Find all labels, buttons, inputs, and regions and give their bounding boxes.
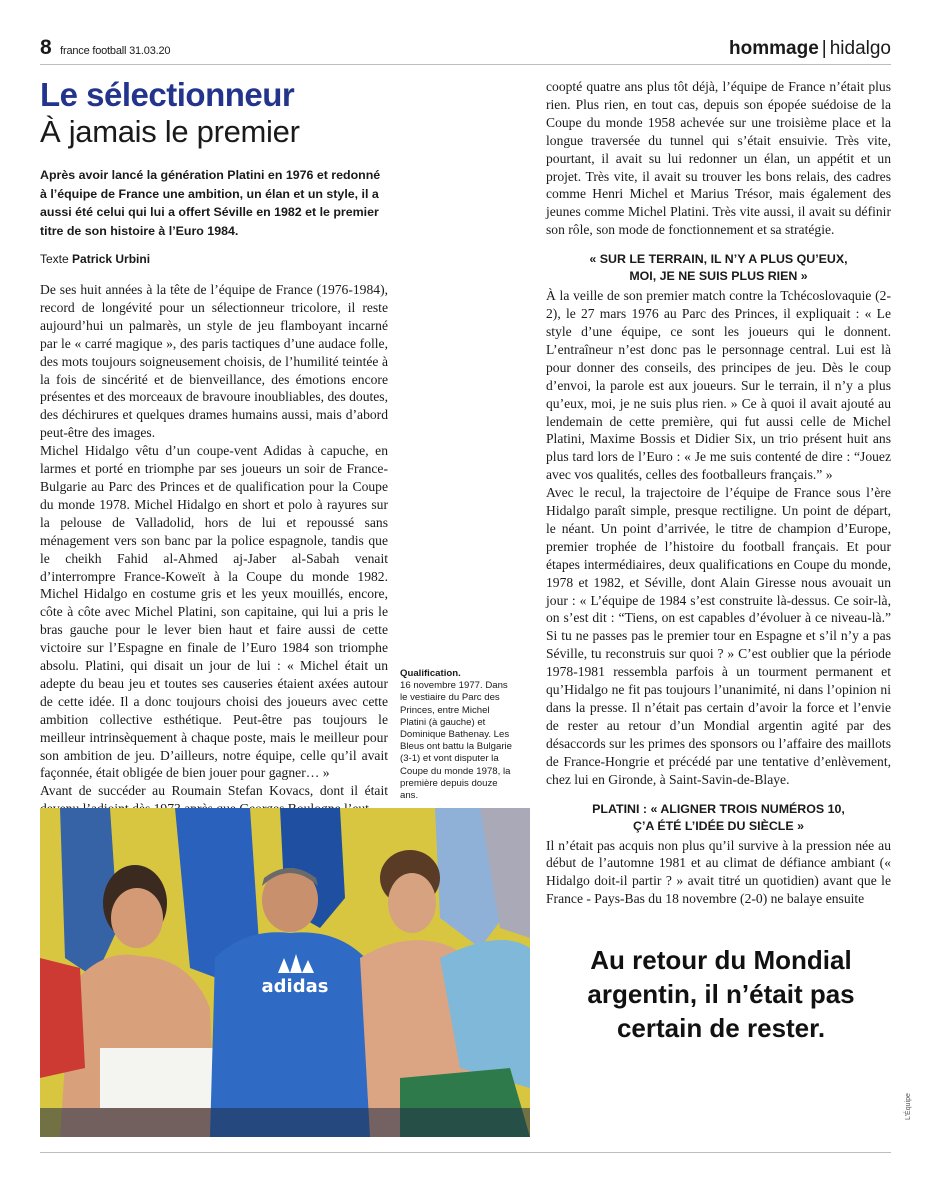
caption-title: Qualification.: [400, 668, 461, 679]
publication-date: france football 31.03.20: [60, 45, 171, 57]
intertitle-line: « SUR LE TERRAIN, IL N’Y A PLUS QU’EUX,: [589, 252, 848, 267]
intertitle-line: MOI, JE NE SUIS PLUS RIEN »: [629, 269, 808, 284]
title-block: [40, 76, 388, 150]
shirt-logo: adidas: [261, 976, 329, 997]
rubric: hommage: [729, 38, 819, 59]
locker-room-photo: [40, 808, 530, 1137]
intertitle-line: PLATINI : « ALIGNER TROIS NUMÉROS 10,: [592, 801, 845, 816]
paragraph: De ses huit années à la tête de l’équipe de France (1976-1984), record de longévité pour un sélectionneur tricolore, il reste aujourd’hui un palmarès, un style de jeu flamboyant incarné par le « carré magique », des paris tactiques d’une audace folle, des mots toujours soigneusement choisis, de l’humilité teintée à la fois de sincérité et de bienveillance, des émotions encore présentes et des morceaux de bravoure inoubliables, des doutes, des déchirures et quelques drames humains aussi, mais d’abord peut-être des images.: [40, 282, 388, 441]
rubric-separator: |: [821, 38, 827, 59]
paragraph: Michel Hidalgo vêtu d’un coupe-vent Adidas à capuche, en larmes et porté en triomphe par ses joueurs un soir de France-Bulgarie au Parc des Princes et de qualification pour la Coupe du monde 1978. Michel Hidalgo en short et polo à rayures sur la pelouse de Valladolid, hors de lui et repoussé sans ménagement vers son banc par la police espagnole, tandis que le cheikh Fahid al-Ahmed aj-Jaber al-Sabah venait d’interrompre France-Koweït à la Coupe du monde 1982. Michel Hidalgo en costume gris et les yeux mouillés, encore, côte à côte avec Michel Platini, son capitaine, qui lui a pris le bras gauche pour le lever bien haut et faire aussi de cette victoire sur l’Espagne en finale de l’Euro 1984 son triomphe absolu. Platini, qui disait un jour de lui : « Michel était un adepte du beau jeu et toutes ses causeries étaient axées autour de cette idée. Il a donc toujours choisi des joueurs avec cette ambition collective esthétique. Peut-être pas toujours le meilleur intrinsèquement à chaque poste, mais le meilleur pour son ambition de jeu. D’ailleurs, notre équipe, celle qu’il avait façonnée, était obligée de bien jouer pour gagner… »: [40, 443, 388, 781]
photo-credit: L’Équipe: [905, 1093, 912, 1120]
photo-illustration: [40, 808, 530, 1137]
article-standfirst: Après avoir lancé la génération Platini en 1976 et redonné à l’équipe de France une ambition, un élan et un style, il a aussi été celui qui lui a offert Séville en 1982 et le premier titre de son histoire à l’Euro 1984.: [40, 168, 381, 238]
section-label: [729, 38, 891, 60]
byline-author: Patrick Urbini: [72, 252, 151, 266]
header-rule: [40, 64, 891, 65]
paragraph: Avant de succéder au Roumain Stefan Kovacs, dont il était: [40, 783, 388, 799]
byline-prefix: Texte: [40, 252, 69, 266]
body-column-right: [546, 78, 891, 908]
caption-text: 16 novembre 1977. Dans le vestiaire du Parc des Princes, entre Michel Platini (à gauche) et Dominique Bathenay. Les Bleus ont battu la Bulgarie (3-1) et vont disputer la Coupe du monde 1978, la première depuis douze ans.: [400, 680, 513, 802]
article-kicker: Le sélectionneur: [40, 76, 295, 113]
paragraph: Avec le recul, la trajectoire de l’équipe de France sous l’ère Hidalgo paraît simple, presque rectiligne. Un point de départ, le néant. Un point d’arrivée, le titre de champion d’Europe, premier trophée de l’histoire du football français. Et pour étapes intermédiaires, deux qualifications en Coupe du monde, 1978 et 1982, et Séville, dont Alain Giresse nous avouait un jour : « L’équipe de 1984 s’est construite là-dessus. Ce soir-là, on s’est dit : “Tiens, on est capables d’évoluer à ce niveau-là.” Si tu ne passes pas le premier tour en Espagne et s’il n’y a pas Séville, tu reconstruis sur quoi ? » C’est oublier que la période 1978-1981 ressembla parfois à un tourment permanent et qu’Hidalgo ne fit pas toujours l’unanimité, ni dans l’opinion ni dans la presse. Il n’était pas certain d’avoir la force et l’envie de rester au retour d’un Mondial argentin agité par des désaccords sur les primes des sponsors ou l’affaire des maillots de France-Hongrie et précédé par une tentative d’enlèvement, chez lui en Gironde, à Saint-Savin-de-Blaye.: [546, 485, 891, 787]
intertitle-line: Ç’A ÉTÉ L’IDÉE DU SIÈCLE »: [633, 818, 804, 833]
article-title: À jamais le premier: [40, 114, 300, 149]
intertitle: [546, 801, 891, 835]
paragraph: Il n’était pas acquis non plus qu’il survive à la pression née au début de l’automne 1981 et au climat de défiance ambiant (« Hidalgo doit-il partir ? » avait titré un quotidien) avant que le France - Pays-Bas du 18 novembre (2-0) ne balaye ensuite: [546, 837, 891, 907]
page-number: 8: [40, 36, 52, 59]
body-column-left: [40, 281, 388, 818]
page-header: [40, 34, 891, 60]
rubric-subject: hidalgo: [829, 38, 891, 59]
byline: [40, 252, 150, 266]
photo-caption: [400, 668, 515, 802]
footer-rule: [40, 1152, 891, 1153]
paragraph: coopté quatre ans plus tôt déjà, l’équipe de France n’était plus rien. Plus rien, en tout cas, depuis son épopée suédoise de la Coupe du monde 1958 achevée sur une troisième place et la longue traversée du tunnel qui s’était ensuivie. Très vite, pourtant, il avait su lui redonner un élan, un appétit et un projet. Très vite, il avait su trouver les bons relais, des cadres comme Henri Michel et Marius Trésor, mais également des jeunes comme Michel Platini. Très vite aussi, il avait su définir son rôle, son mode de fonctionnement et sa stratégie.: [546, 79, 891, 238]
intertitle: [546, 251, 891, 285]
folio: [40, 36, 170, 60]
paragraph: À la veille de son premier match contre la Tchécoslovaquie (2-2), le 27 mars 1976 au Parc des Princes, il expliquait : « Le style d’une équipe, ce sont les joueurs qui le donnent. L’entraîneur n’est donc pas le personnage central. Lui est là pour donner des conseils, des principes de jeu. Dès le coup d’envoi, la parole est aux joueurs. Sur le terrain, il n’y a plus qu’eux, moi, je ne suis plus rien. » Ce à quoi il avait ajouté au lendemain de cette première, qui fut aussi celle de Michel Platini, Maxime Bossis et Didier Six, un trio présent huit ans plus tard lors de l’Euro : « Je me suis contenté de dire : “Jouez avec vos qualités, celles des footballeurs français.” »: [546, 288, 891, 483]
pull-quote: Au retour du Mondial argentin, il n’était pas certain de rester.: [587, 945, 855, 1043]
